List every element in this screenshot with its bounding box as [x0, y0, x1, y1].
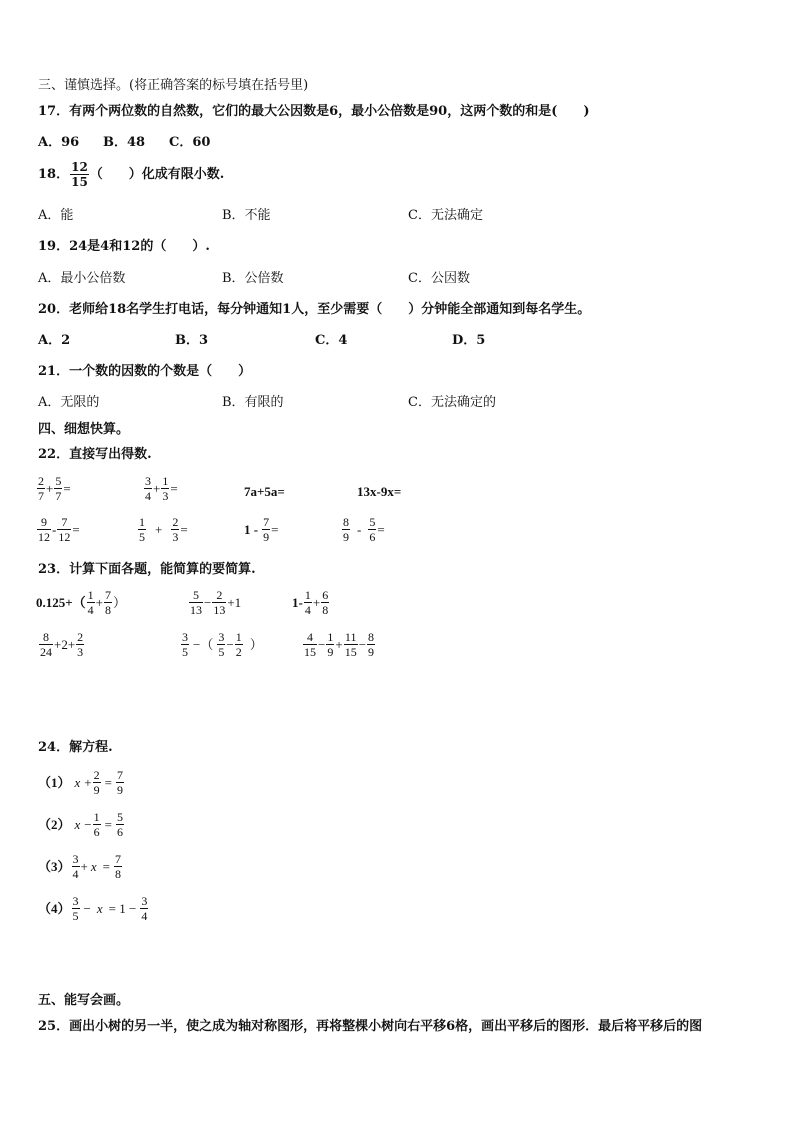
equals: = — [63, 480, 71, 496]
q22-expr-5 — [36, 515, 80, 544]
fraction — [104, 588, 112, 617]
operator: − — [84, 816, 92, 832]
operator: + — [153, 480, 161, 496]
frac-num: 1 — [93, 810, 100, 824]
fraction — [144, 474, 152, 503]
fraction — [93, 768, 101, 797]
fraction — [93, 810, 101, 839]
frac-num: 5 — [189, 588, 203, 603]
equals: = — [72, 521, 80, 537]
frac-den: 9 — [327, 645, 334, 659]
expr-suffix: +1 — [227, 594, 242, 610]
fraction — [235, 630, 243, 659]
operator: −（ — [193, 636, 214, 652]
frac-den: 24 — [40, 645, 52, 659]
equals: = 1 − — [108, 900, 137, 916]
section-3-title: 三、谨慎选择。(将正确答案的标号填在括号里) — [38, 78, 309, 93]
fraction — [161, 474, 169, 503]
frac-den: 3 — [77, 645, 84, 659]
frac-num: 2 — [77, 630, 84, 644]
expr-suffix: ） — [249, 636, 263, 652]
frac-den: 5 — [182, 645, 188, 659]
fraction — [72, 852, 80, 881]
q21-option-c: C．无法确定的 — [408, 395, 496, 410]
equals: = — [377, 521, 385, 537]
q18-suffix: （ ）化成有限小数. — [89, 166, 225, 182]
section-5-title: 五、能写会画。 — [38, 993, 130, 1008]
frac-den: 4 — [87, 603, 94, 617]
expr-prefix: 1- — [292, 594, 303, 610]
fraction — [140, 894, 148, 923]
question-23-stem: 23．计算下面各题，能简算的要简算. — [38, 562, 256, 577]
fraction — [171, 515, 179, 544]
equation-label: （4） — [38, 900, 71, 916]
q22-expr-7 — [244, 515, 278, 544]
frac-num: 3 — [141, 894, 148, 908]
frac-den: 15 — [344, 645, 357, 659]
q21-option-a: A．无限的 — [38, 395, 100, 410]
q23-calc-3 — [292, 588, 330, 617]
question-22-stem: 22．直接写出得数. — [38, 447, 152, 462]
frac-den: 3 — [162, 489, 169, 503]
question-19-stem: 19．24是4和12的（ ）. — [38, 239, 210, 254]
equals: = — [102, 858, 110, 874]
frac-num: 3 — [72, 852, 79, 866]
variable-x: x — [74, 816, 81, 832]
frac-den: 8 — [105, 603, 112, 617]
frac-num: 1 — [327, 630, 334, 644]
q17-option-c: C．60 — [169, 135, 211, 150]
fraction — [367, 630, 375, 659]
frac-num: 7 — [114, 852, 121, 866]
frac-den: 8 — [114, 867, 121, 881]
q23-calc-2 — [188, 588, 241, 617]
q20-option-c: C．4 — [315, 333, 348, 348]
operator: + — [80, 858, 88, 874]
frac-num: 1 — [139, 515, 145, 529]
q23-calc-5 — [180, 630, 263, 659]
equation-label: （3） — [38, 858, 71, 874]
operator: − — [204, 594, 212, 610]
operator: − — [358, 636, 367, 652]
operator: − — [318, 636, 326, 652]
frac-num: 7 — [105, 588, 112, 602]
fraction — [87, 588, 95, 617]
frac-den: 3 — [172, 530, 179, 544]
frac-num: 5 — [116, 810, 123, 824]
q18-option-b: B．不能 — [222, 208, 271, 223]
frac-den: 9 — [368, 645, 375, 659]
expr-suffix: ） — [113, 594, 127, 610]
frac-den: 2 — [235, 645, 242, 659]
variable-x: x — [90, 858, 97, 874]
operator: - — [357, 521, 362, 537]
fraction — [116, 768, 124, 797]
fraction — [217, 630, 225, 659]
frac-num: 2 — [38, 474, 44, 488]
question-20-stem: 20．老师给18名学生打电话，每分钟通知1人，至少需要（ ）分钟能全部通知到每名学生。 — [38, 302, 591, 317]
frac-num: 3 — [182, 630, 188, 644]
question-18-stem — [38, 160, 224, 189]
section-4-title: 四、细想快算。 — [38, 422, 130, 437]
frac-num: 11 — [344, 630, 357, 644]
fraction — [114, 852, 122, 881]
operator: + — [84, 774, 92, 790]
fraction — [138, 515, 146, 544]
q20-option-d: D．5 — [452, 333, 486, 348]
frac-num: 2 — [172, 515, 179, 529]
frac-num: 2 — [212, 588, 226, 603]
q20-option-b: B．3 — [175, 333, 209, 348]
q23-calc-6 — [302, 630, 376, 659]
frac-den: 9 — [343, 530, 349, 544]
q19-option-a: A．最小公倍数 — [38, 271, 126, 286]
frac-num: 1 — [304, 588, 311, 602]
equals: = — [170, 480, 178, 496]
frac-den: 5 — [72, 909, 79, 923]
frac-den: 8 — [322, 603, 329, 617]
operator: +2+ — [54, 636, 76, 652]
fraction — [57, 515, 71, 544]
question-21-stem: 21．一个数的因数的个数是（ ） — [38, 364, 252, 379]
expr-prefix: 0.125+（ — [36, 594, 86, 610]
q23-calc-1 — [36, 588, 126, 617]
q21-option-b: B．有限的 — [222, 395, 284, 410]
frac-den: 5 — [218, 645, 225, 659]
q24-equation-2 — [38, 810, 125, 839]
frac-num: 2 — [93, 768, 100, 782]
q22-expr-1 — [36, 474, 71, 503]
fraction — [39, 630, 53, 659]
equals: = — [104, 774, 112, 790]
q20-option-a: A．2 — [38, 333, 71, 348]
q18-frac-num: 12 — [71, 160, 88, 174]
frac-num: 3 — [218, 630, 225, 644]
q22-expr-2 — [143, 474, 178, 503]
frac-den: 7 — [55, 489, 62, 503]
frac-num: 5 — [369, 515, 376, 529]
equals: = — [180, 521, 188, 537]
frac-den: 4 — [145, 489, 151, 503]
frac-den: 13 — [190, 603, 202, 617]
q23-calc-4 — [38, 630, 85, 659]
q18-option-c: C．无法确定 — [408, 208, 483, 223]
frac-num: 1 — [235, 630, 242, 644]
fraction — [303, 630, 317, 659]
fraction — [326, 630, 334, 659]
q24-equation-3 — [38, 852, 123, 881]
frac-num: 5 — [55, 474, 62, 488]
operator: + — [46, 480, 54, 496]
q17-option-a: A．96 — [38, 135, 80, 150]
frac-num: 8 — [39, 630, 53, 645]
operator: + — [95, 594, 104, 610]
frac-den: 4 — [72, 867, 79, 881]
frac-den: 13 — [213, 603, 226, 617]
q18-prefix: 18． — [38, 166, 70, 182]
q18-fraction — [70, 160, 89, 189]
q19-option-b: B．公倍数 — [222, 271, 284, 286]
frac-den: 6 — [369, 530, 376, 544]
frac-den: 7 — [38, 489, 44, 503]
fraction — [342, 515, 350, 544]
question-25-stem: 25．画出小树的另一半，使之成为轴对称图形，再将整棵小树向右平移6格，画出平移后的图形．最后将平移后的图 — [38, 1019, 703, 1034]
frac-num: 8 — [343, 515, 349, 529]
fraction — [304, 588, 312, 617]
q18-option-a: A．能 — [38, 208, 74, 223]
frac-num: 9 — [37, 515, 51, 530]
q22-expr-8 — [341, 515, 385, 544]
fraction — [116, 810, 124, 839]
operator: − — [226, 636, 234, 652]
fraction — [321, 588, 329, 617]
q19-option-c: C．公因数 — [408, 271, 470, 286]
frac-num: 6 — [322, 588, 329, 602]
frac-num: 4 — [303, 630, 317, 645]
equation-label: （2） — [38, 816, 71, 832]
equation-label: （1） — [38, 774, 71, 790]
expr-prefix: 1 - — [244, 521, 259, 537]
frac-num: 7 — [263, 515, 270, 529]
operator: − — [83, 900, 91, 916]
operator: + — [155, 521, 163, 537]
frac-num: 3 — [72, 894, 79, 908]
variable-x: x — [96, 900, 103, 916]
operator: + — [312, 594, 321, 610]
operator: + — [335, 636, 343, 652]
fraction — [368, 515, 376, 544]
equals: = — [271, 521, 279, 537]
frac-den: 6 — [116, 825, 123, 839]
fraction — [262, 515, 270, 544]
question-17-stem: 17．有两个两位数的自然数，它们的最大公因数是6，最小公倍数是90，这两个数的和是( ) — [38, 104, 590, 119]
question-24-stem: 24．解方程. — [38, 740, 113, 755]
frac-den: 12 — [38, 530, 50, 544]
frac-num: 7 — [116, 768, 123, 782]
q22-expr-3: 7a+5a= — [244, 484, 285, 499]
q22-expr-6 — [137, 515, 188, 544]
equals: = — [104, 816, 112, 832]
frac-den: 4 — [304, 603, 311, 617]
fraction — [344, 630, 358, 659]
fraction — [37, 474, 45, 503]
frac-den: 15 — [304, 645, 316, 659]
frac-num: 1 — [87, 588, 94, 602]
fraction — [72, 894, 80, 923]
frac-den: 9 — [116, 783, 123, 797]
frac-num: 3 — [145, 474, 151, 488]
q17-option-b: B．48 — [103, 135, 146, 150]
frac-den: 6 — [93, 825, 100, 839]
fraction — [37, 515, 51, 544]
variable-x: x — [74, 774, 81, 790]
frac-den: 5 — [139, 530, 145, 544]
frac-den: 4 — [141, 909, 148, 923]
frac-den: 12 — [58, 530, 71, 544]
q18-frac-den: 15 — [71, 175, 88, 189]
fraction — [54, 474, 62, 503]
frac-num: 8 — [368, 630, 375, 644]
fraction — [181, 630, 189, 659]
frac-den: 9 — [93, 783, 100, 797]
q24-equation-1 — [38, 768, 125, 797]
frac-num: 7 — [57, 515, 71, 530]
operator: - — [52, 521, 57, 537]
fraction — [76, 630, 84, 659]
fraction — [212, 588, 226, 617]
q22-expr-4: 13x-9x= — [357, 484, 402, 499]
frac-num: 1 — [162, 474, 169, 488]
fraction — [189, 588, 203, 617]
q24-equation-4 — [38, 894, 149, 923]
frac-den: 9 — [263, 530, 270, 544]
